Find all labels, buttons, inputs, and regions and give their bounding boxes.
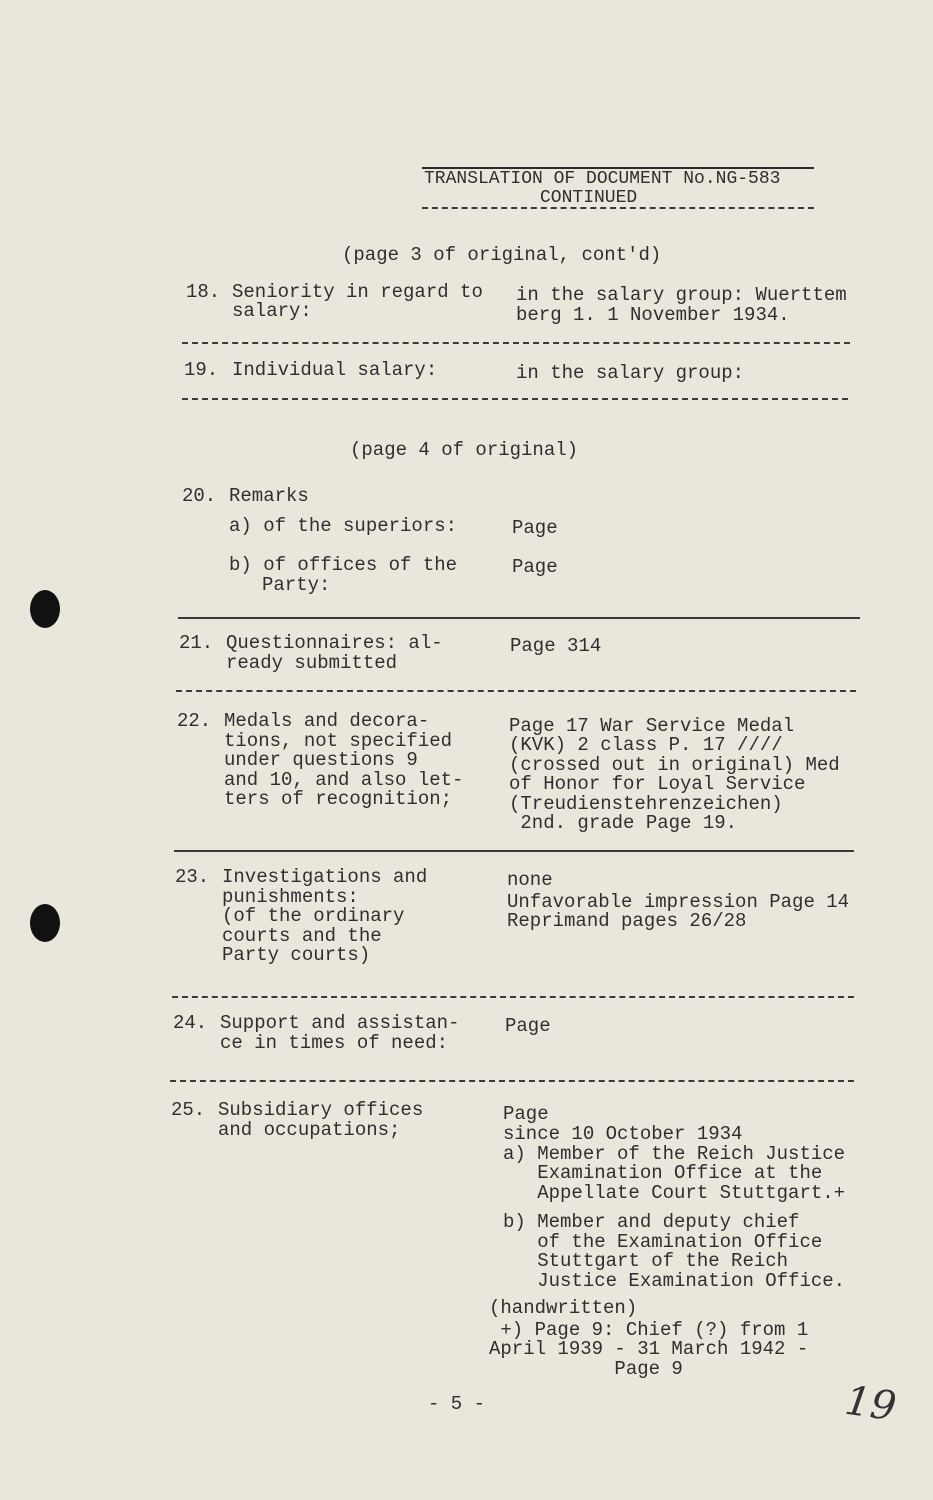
item-22-label-1: Medals and decora- <box>224 710 430 732</box>
item-23-number: 23. <box>175 866 210 888</box>
item-18-value-1: in the salary group: Wuerttem <box>516 284 847 306</box>
item-18-value-2: berg 1. 1 November 1934. <box>516 304 790 326</box>
item-25-value-10: Justice Examination Office. <box>503 1270 846 1292</box>
item-23-label-5: Party courts) <box>222 944 371 966</box>
item-18-number: 18. <box>186 281 221 303</box>
item-21-label-1: Questionnaires: al- <box>226 632 443 654</box>
item-25-value-4: Examination Office at the <box>503 1162 823 1184</box>
item-25-value-1: Page <box>503 1103 549 1125</box>
item-25-value-8: of the Examination Office <box>503 1231 823 1253</box>
page-4-note: (page 4 of original) <box>350 439 579 461</box>
item-24-number: 24. <box>173 1012 208 1034</box>
item-20-number: 20. <box>182 485 217 507</box>
item-23-label-4: courts and the <box>222 925 382 947</box>
item-20a-value: Page <box>512 517 558 539</box>
item-20b-label-2: Party: <box>262 574 331 596</box>
item-20-title: Remarks <box>229 485 309 507</box>
rule-after-24 <box>170 1080 854 1082</box>
punch-hole-bottom <box>30 904 60 942</box>
item-24-value: Page <box>505 1015 551 1037</box>
item-25-value-2: since 10 October 1934 <box>503 1123 743 1145</box>
item-25-label-2: and occupations; <box>218 1119 401 1141</box>
item-23-value-3: Reprimand pages 26/28 <box>507 910 747 932</box>
item-23-value-1: none <box>507 869 553 891</box>
handwritten-line-3: Page 9 <box>489 1358 683 1380</box>
item-22-value-5: (Treudienstehrenzeichen) <box>509 793 783 815</box>
handwritten-line-2: April 1939 - 31 March 1942 - <box>489 1338 809 1360</box>
punch-hole-top <box>30 590 60 628</box>
item-22-label-2: tions, not specified <box>224 730 453 752</box>
item-23-label-3: (of the ordinary <box>222 905 405 927</box>
item-20b-value: Page <box>512 556 558 578</box>
page-3-note: (page 3 of original, cont'd) <box>342 244 662 266</box>
item-25-number: 25. <box>171 1099 206 1121</box>
item-22-value-4: of Honor for Loyal Service <box>509 773 806 795</box>
header-underline <box>422 207 814 209</box>
item-20a-label: a) of the superiors: <box>229 515 458 537</box>
item-25-value-7: b) Member and deputy chief <box>503 1211 800 1233</box>
rule-after-19 <box>182 398 848 400</box>
document-title: TRANSLATION OF DOCUMENT No.NG-583 <box>424 169 781 189</box>
item-22-value-3: (crossed out in original) Med <box>509 754 840 776</box>
item-20b-label-1: b) of offices of the <box>229 554 458 576</box>
item-19-label: Individual salary: <box>232 359 438 381</box>
item-23-label-1: Investigations and <box>222 866 428 888</box>
item-22-value-2: (KVK) 2 class P. 17 //// <box>509 734 783 756</box>
item-22-label-5: ters of recognition; <box>224 788 453 810</box>
item-18-label-1: Seniority in regard to <box>232 281 483 303</box>
item-21-number: 21. <box>179 632 214 654</box>
item-22-value-1: Page 17 War Service Medal <box>509 715 795 737</box>
handwritten-line-1: +) Page 9: Chief (?) from 1 <box>489 1319 809 1341</box>
document-subtitle: CONTINUED <box>540 188 638 208</box>
item-25-value-9: Stuttgart of the Reich <box>503 1250 789 1272</box>
item-22-value-6: 2nd. grade Page 19. <box>509 812 738 834</box>
item-25-value-5: Appellate Court Stuttgart.+ <box>503 1182 846 1204</box>
item-23-value-2: Unfavorable impression Page 14 <box>507 891 850 913</box>
item-24-label-2: ce in times of need: <box>220 1032 449 1054</box>
item-19-value: in the salary group: <box>516 362 745 384</box>
item-23-label-2: punishments: <box>222 886 359 908</box>
item-25-value-3: a) Member of the Reich Justice <box>503 1143 846 1165</box>
item-24-label-1: Support and assistan- <box>220 1012 460 1034</box>
item-18-label-2: salary: <box>232 300 312 322</box>
item-21-value: Page 314 <box>510 635 602 657</box>
item-21-label-2: ready submitted <box>226 652 398 674</box>
item-25-label-1: Subsidiary offices <box>218 1099 424 1121</box>
item-22-number: 22. <box>177 710 212 732</box>
item-22-label-4: and 10, and also let- <box>224 769 464 791</box>
handwritten-folio-number: 19 <box>842 1377 899 1431</box>
item-22-label-3: under questions 9 <box>224 749 418 771</box>
item-19-number: 19. <box>184 359 219 381</box>
page-number: - 5 - <box>428 1393 486 1415</box>
rule-after-20 <box>178 617 860 619</box>
rule-after-21 <box>176 690 856 692</box>
handwritten-label: (handwritten) <box>489 1297 638 1319</box>
rule-after-23 <box>172 996 854 998</box>
rule-after-22 <box>174 850 854 852</box>
rule-after-18 <box>182 342 850 344</box>
